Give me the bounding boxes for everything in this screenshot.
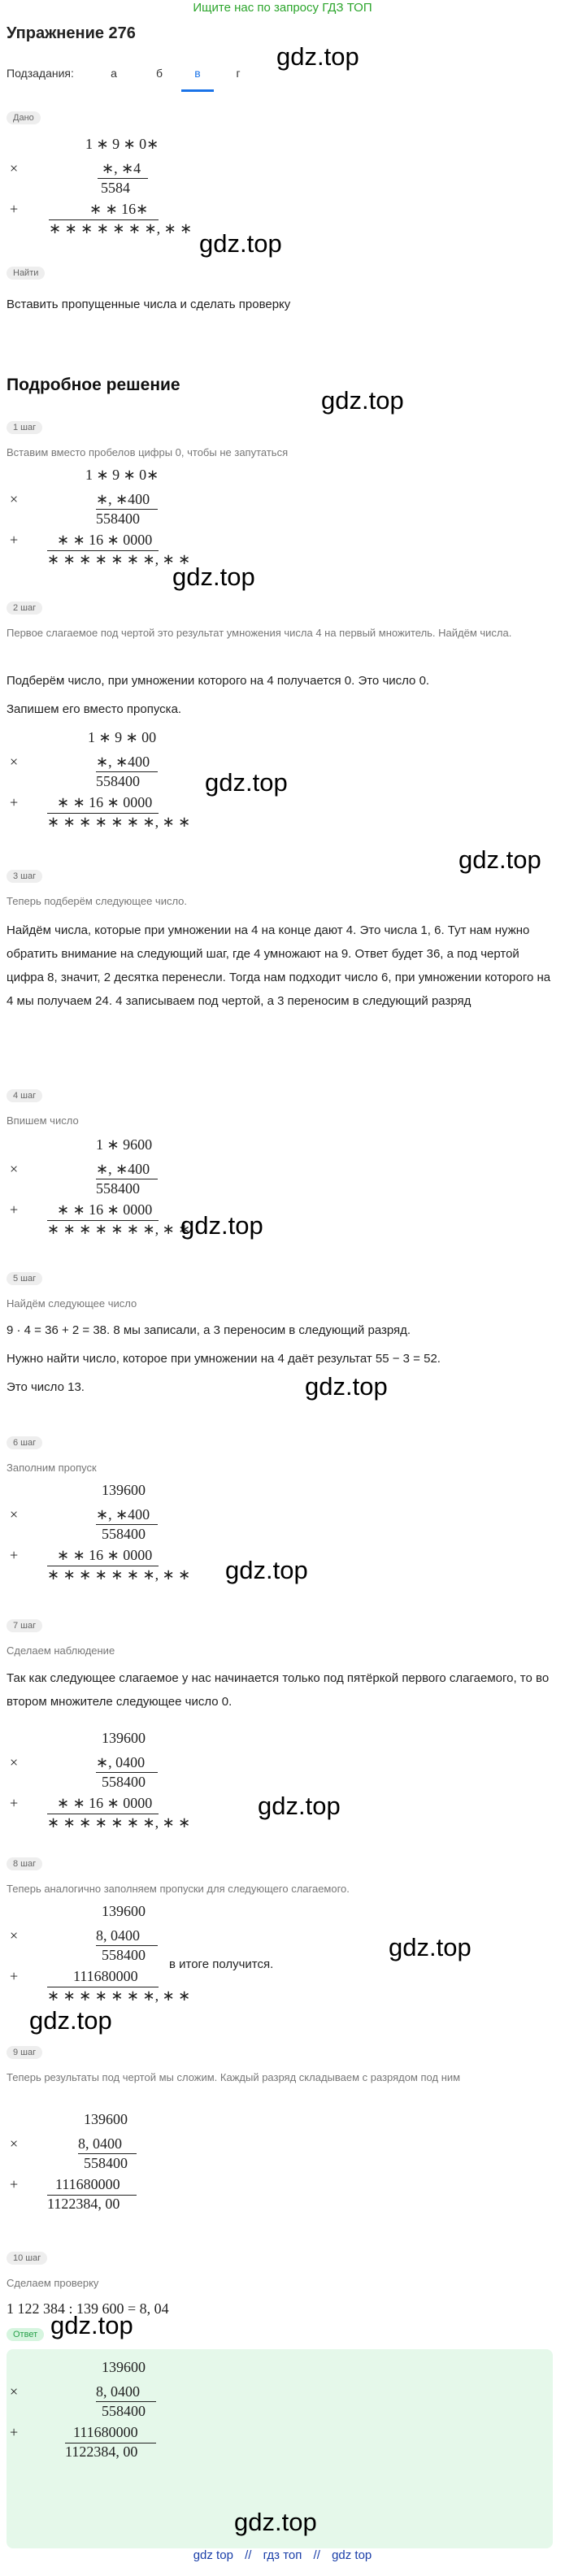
- step-text: Запишем его вместо пропуска.: [7, 702, 182, 716]
- step-badge: 6 шаг: [7, 1436, 42, 1449]
- find-badge: Найти: [7, 267, 45, 280]
- watermark: gdz.top: [205, 768, 288, 797]
- page-title: Упражнение 276: [7, 24, 136, 42]
- step-badge: 10 шаг: [7, 2252, 47, 2265]
- find-text: Вставить пропущенные числа и сделать проверку: [7, 298, 291, 311]
- watermark: gdz.top: [199, 229, 282, 258]
- step-badge: 9 шаг: [7, 2046, 42, 2059]
- answer-badge: Ответ: [7, 2328, 44, 2341]
- watermark: gdz.top: [459, 845, 541, 874]
- step-muted: Теперь подберём следующее число.: [7, 895, 188, 907]
- step-calc: 139600 × ∗, 0400 558400 + ∗ ∗ 16 ∗ 0000 ∗ ∗ ∗ ∗ ∗ ∗ ∗, ∗ ∗: [10, 1730, 191, 1831]
- step-muted: Сделаем проверку: [7, 2277, 99, 2289]
- given-calc: 1 ∗ 9 ∗ 0∗ × ∗, ∗4 5584 + ∗ ∗ 16∗ ∗ ∗ ∗ ∗ ∗ ∗ ∗, ∗ ∗: [10, 136, 193, 237]
- watermark: gdz.top: [29, 2006, 112, 2035]
- step-muted: Теперь аналогично заполняем пропуски для следующего слагаемого.: [7, 1883, 350, 1895]
- footer-separator: //: [313, 2548, 320, 2562]
- watermark: gdz.top: [276, 42, 359, 71]
- step-text: Нужно найти число, которое при умножении на 4 даёт результат 55 − 3 = 52.: [7, 1352, 441, 1366]
- step-muted: Теперь результаты под чертой мы сложим. Каждый разряд складываем с разрядом под ним: [7, 2071, 461, 2083]
- watermark: gdz.top: [258, 1792, 341, 1820]
- step-calc: 139600 × 8, 0400 558400 + 111680000 1122384, 00: [0, 2111, 179, 2217]
- top-banner[interactable]: Ищите нас по запросу ГДЗ ТОП: [193, 1, 372, 15]
- step-badge: 3 шаг: [7, 870, 42, 883]
- watermark: gdz.top: [389, 1933, 472, 1961]
- step-muted: Вставим вместо пробелов цифры 0, чтобы не запутаться: [7, 446, 289, 458]
- solution-heading: Подробное решение: [7, 376, 180, 394]
- step-text: Так как следующее слагаемое у нас начинается только под пятёркой первого слагаемого, то во втором множителе следующее число 0.: [7, 1671, 550, 1709]
- tab-a[interactable]: а: [111, 67, 117, 80]
- step-muted: Впишем число: [7, 1114, 79, 1127]
- step-badge: 8 шаг: [7, 1857, 42, 1870]
- watermark: gdz.top: [172, 563, 255, 591]
- inline-note: в итоге получится.: [169, 1957, 274, 1971]
- watermark: gdz.top: [305, 1372, 388, 1401]
- tab-b[interactable]: б: [155, 67, 163, 80]
- step-muted: Найдём следующее число: [7, 1297, 137, 1310]
- watermark: gdz.top: [321, 386, 404, 415]
- step-badge: 4 шаг: [7, 1089, 42, 1102]
- footer-links: [0, 2548, 565, 2562]
- step-calc: 139600 × 8, 0400 558400 + 111680000 ∗ ∗ ∗ ∗ ∗ ∗ ∗, ∗ ∗: [10, 1903, 191, 2004]
- tab-v[interactable]: в: [181, 67, 214, 92]
- footer-separator: //: [245, 2548, 252, 2562]
- step-text: Найдём числа, которые при умножении на 4 на конце дают 4. Это числа 1, 6. Тут нам нужно обратить внимание на следующий шаг, где 4 умножают на 9. Ответ будет 36, а под чертой цифра 8, значит, 2 десятка перенесли. Тогда нам подходит число 6, при умножении которого на 4 мы получаем 24. 4 записываем под чертой, а 3 переносим в следующий разряд: [7, 923, 551, 1008]
- footer-link[interactable]: гдз топ: [263, 2548, 302, 2562]
- step-text: 1 122 384 : 139 600 = 8, 04: [7, 2300, 169, 2317]
- step-text: Это число 13.: [7, 1380, 85, 1394]
- step-muted: Заполним пропуск: [7, 1462, 97, 1474]
- watermark: gdz.top: [225, 1556, 308, 1584]
- step-calc: 139600 × ∗, ∗400 558400 + ∗ ∗ 16 ∗ 0000 ∗ ∗ ∗ ∗ ∗ ∗ ∗, ∗ ∗: [10, 1482, 191, 1583]
- step-calc: 1 ∗ 9600 × ∗, ∗400 558400 + ∗ ∗ 16 ∗ 0000 ∗ ∗ ∗ ∗ ∗ ∗ ∗, ∗ ∗: [10, 1136, 191, 1237]
- footer-link[interactable]: gdz top: [332, 2548, 372, 2562]
- tab-g[interactable]: г: [236, 67, 241, 80]
- step-text: Подберём число, при умножении которого на 4 получается 0. Это число 0.: [7, 674, 430, 688]
- watermark: gdz.top: [50, 2311, 133, 2339]
- step-badge: 2 шаг: [7, 602, 42, 615]
- watermark: gdz.top: [180, 1211, 263, 1240]
- watermark: gdz.top: [234, 2508, 317, 2536]
- step-muted: Сделаем наблюдение: [7, 1644, 115, 1657]
- step-calc: 1 ∗ 9 ∗ 00 × ∗, ∗400 558400 + ∗ ∗ 16 ∗ 0000 ∗ ∗ ∗ ∗ ∗ ∗ ∗, ∗ ∗: [10, 729, 191, 830]
- footer-link[interactable]: gdz top: [193, 2548, 233, 2562]
- step-calc: 1 ∗ 9 ∗ 0∗ × ∗, ∗400 558400 + ∗ ∗ 16 ∗ 0000 ∗ ∗ ∗ ∗ ∗ ∗ ∗, ∗ ∗: [10, 467, 191, 567]
- step-text: 9 · 4 = 36 + 2 = 38. 8 мы записали, а 3 переносим в следующий разряд.: [7, 1323, 411, 1337]
- answer-calc: 139600 × 8, 0400 558400 + 111680000 1122384, 00: [0, 2359, 179, 2465]
- step-badge: 7 шаг: [7, 1619, 42, 1632]
- step-badge: 1 шаг: [7, 421, 42, 434]
- step-muted: Первое слагаемое под чертой это результат умножения числа 4 на первый множитель. Найдём числа.: [7, 627, 512, 639]
- step-badge: 5 шаг: [7, 1272, 42, 1285]
- given-badge: Дано: [7, 111, 41, 124]
- subtasks-label: Подзадания:: [7, 67, 74, 80]
